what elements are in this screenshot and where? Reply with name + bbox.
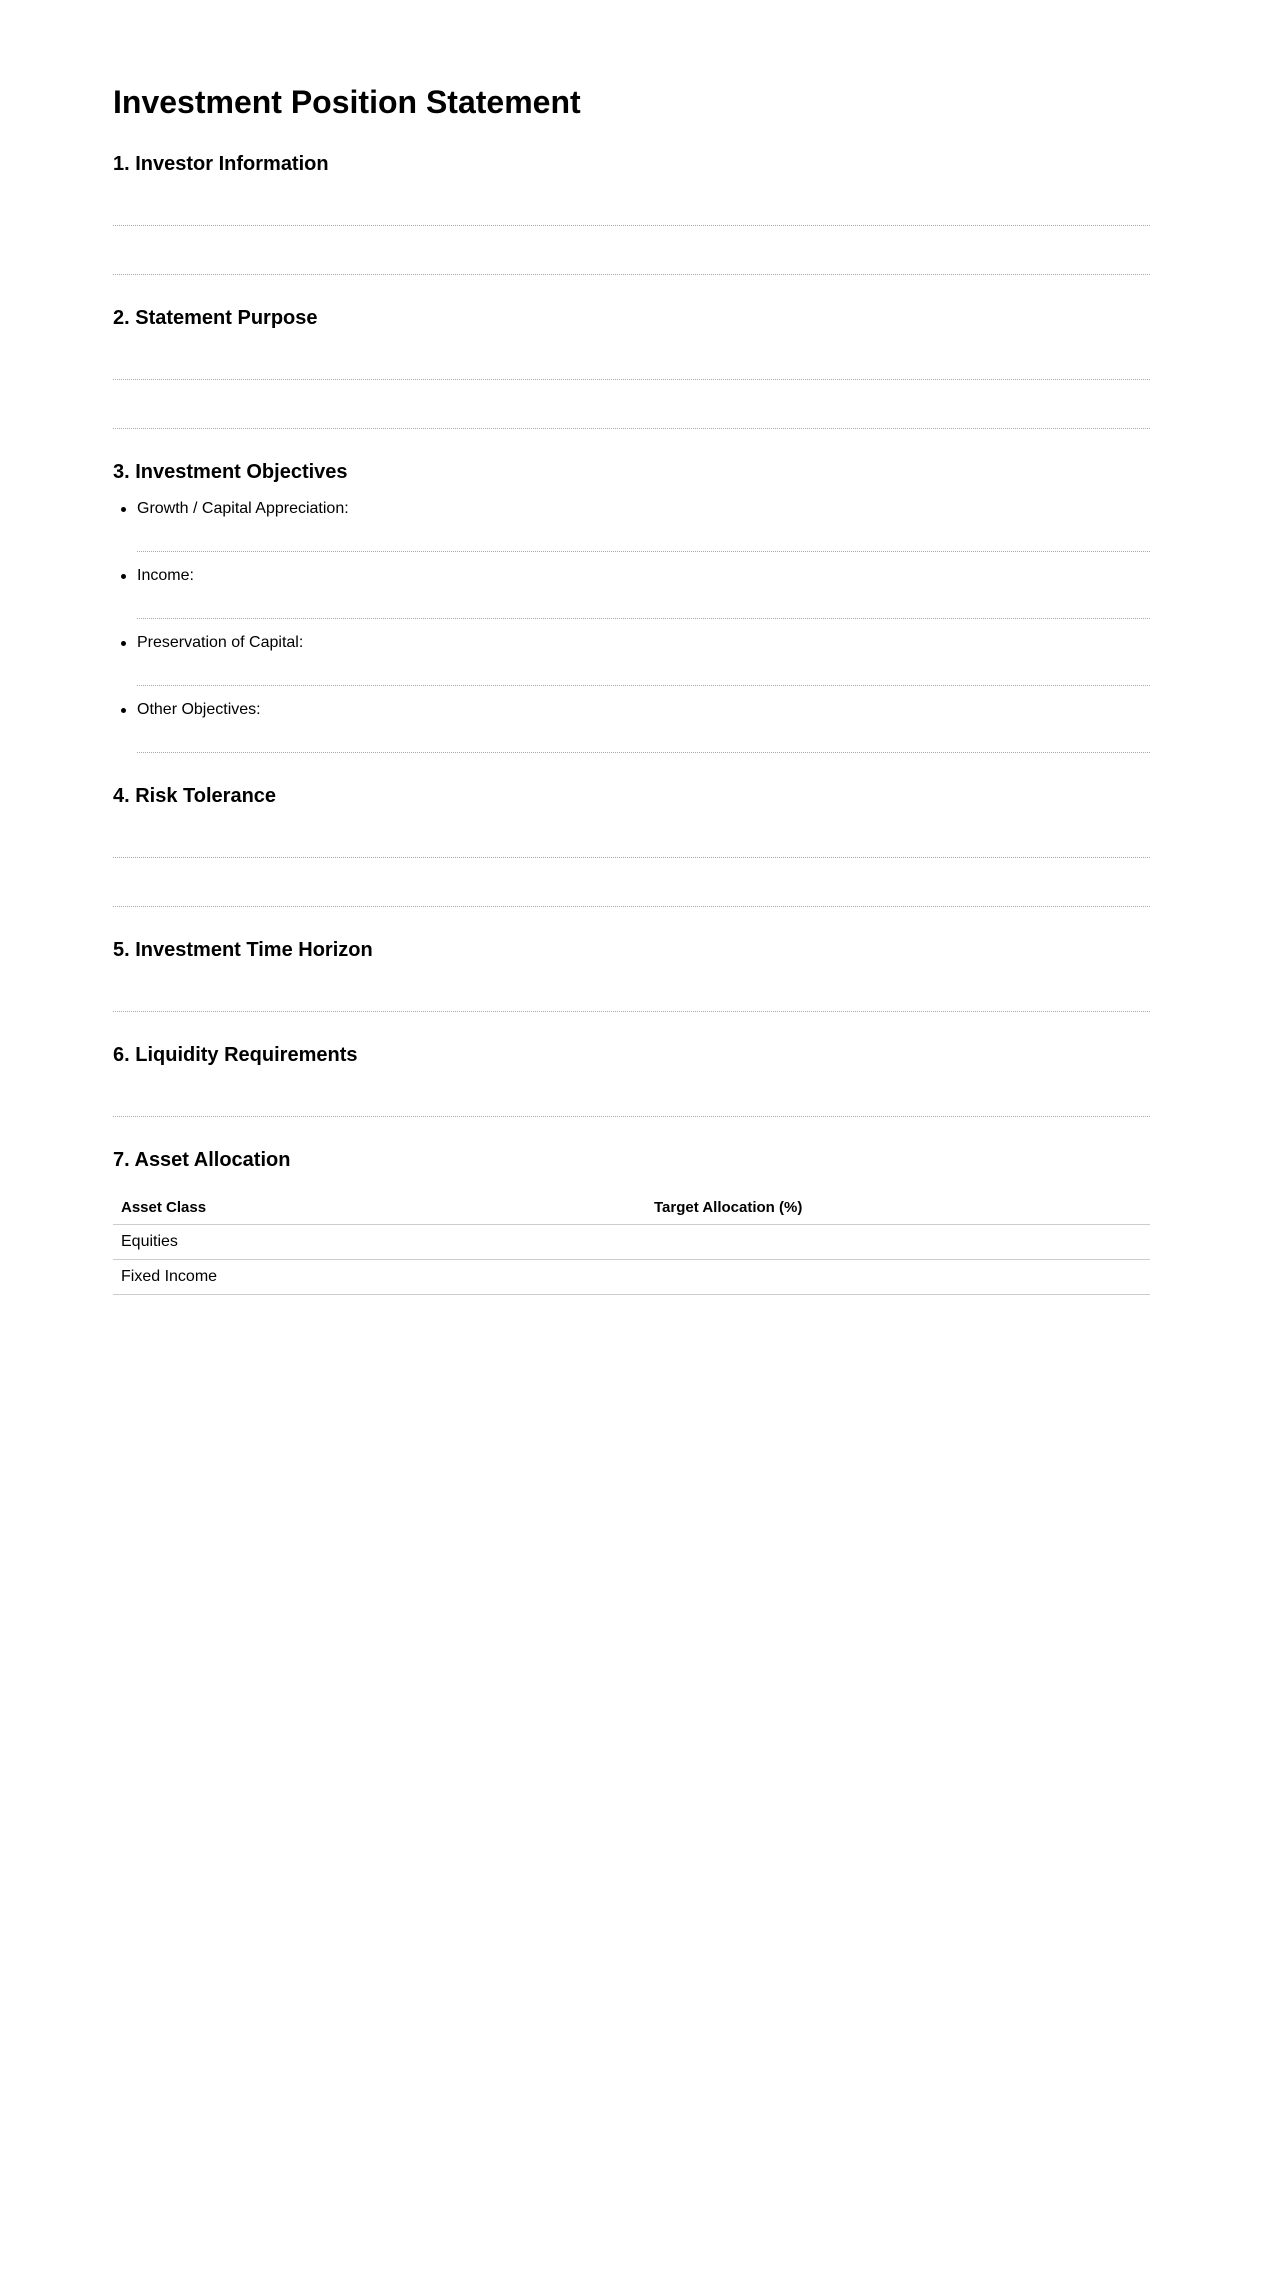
objective-fill-line[interactable] — [137, 685, 1150, 686]
table-row — [113, 1225, 1150, 1260]
section-heading-statement-purpose: 2. Statement Purpose — [113, 307, 318, 329]
statement-purpose-fill-line-2[interactable] — [113, 428, 1150, 429]
statement-purpose-fill-line-1[interactable] — [113, 379, 1150, 380]
objective-item-income — [113, 567, 1150, 627]
asset-allocation-table — [113, 1190, 1150, 1295]
risk-tolerance-fill-line-2[interactable] — [113, 906, 1150, 907]
objective-label: Income: — [137, 567, 194, 584]
bullet-icon — [121, 507, 126, 512]
objective-fill-line[interactable] — [137, 551, 1150, 552]
section-heading-investment-objectives: 3. Investment Objectives — [113, 461, 348, 483]
section-heading-risk-tolerance: 4. Risk Tolerance — [113, 785, 277, 807]
objective-label: Preservation of Capital: — [137, 634, 304, 651]
time-horizon-fill-line[interactable] — [113, 1011, 1150, 1012]
objective-item-growth — [113, 500, 1150, 560]
investor-information-fill-line-1[interactable] — [113, 225, 1150, 226]
section-heading-asset-allocation: 7. Asset Allocation — [113, 1149, 291, 1171]
objective-fill-line[interactable] — [137, 618, 1150, 619]
section-heading-investment-time-horizon: 5. Investment Time Horizon — [113, 939, 373, 961]
investor-information-fill-line-2[interactable] — [113, 274, 1150, 275]
column-header-target-allocation: Target Allocation (%) — [646, 1190, 1150, 1225]
objective-fill-line[interactable] — [137, 752, 1150, 753]
document-title: Investment Position Statement — [113, 84, 581, 120]
section-heading-investor-information: 1. Investor Information — [113, 153, 329, 175]
asset-class-cell: Equities — [113, 1225, 646, 1260]
bullet-icon — [121, 708, 126, 713]
table-row — [113, 1260, 1150, 1295]
objective-label: Growth / Capital Appreciation: — [137, 500, 349, 517]
section-heading-liquidity-requirements: 6. Liquidity Requirements — [113, 1044, 358, 1066]
liquidity-requirements-fill-line[interactable] — [113, 1116, 1150, 1117]
asset-class-cell: Fixed Income — [113, 1260, 646, 1295]
target-allocation-cell[interactable] — [646, 1260, 1150, 1295]
column-header-asset-class: Asset Class — [113, 1190, 646, 1225]
objective-item-preservation — [113, 634, 1150, 694]
objective-label: Other Objectives: — [137, 701, 261, 718]
table-header-row — [113, 1190, 1150, 1225]
risk-tolerance-fill-line-1[interactable] — [113, 857, 1150, 858]
target-allocation-cell[interactable] — [646, 1225, 1150, 1260]
objective-item-other — [113, 701, 1150, 761]
bullet-icon — [121, 574, 126, 579]
bullet-icon — [121, 641, 126, 646]
